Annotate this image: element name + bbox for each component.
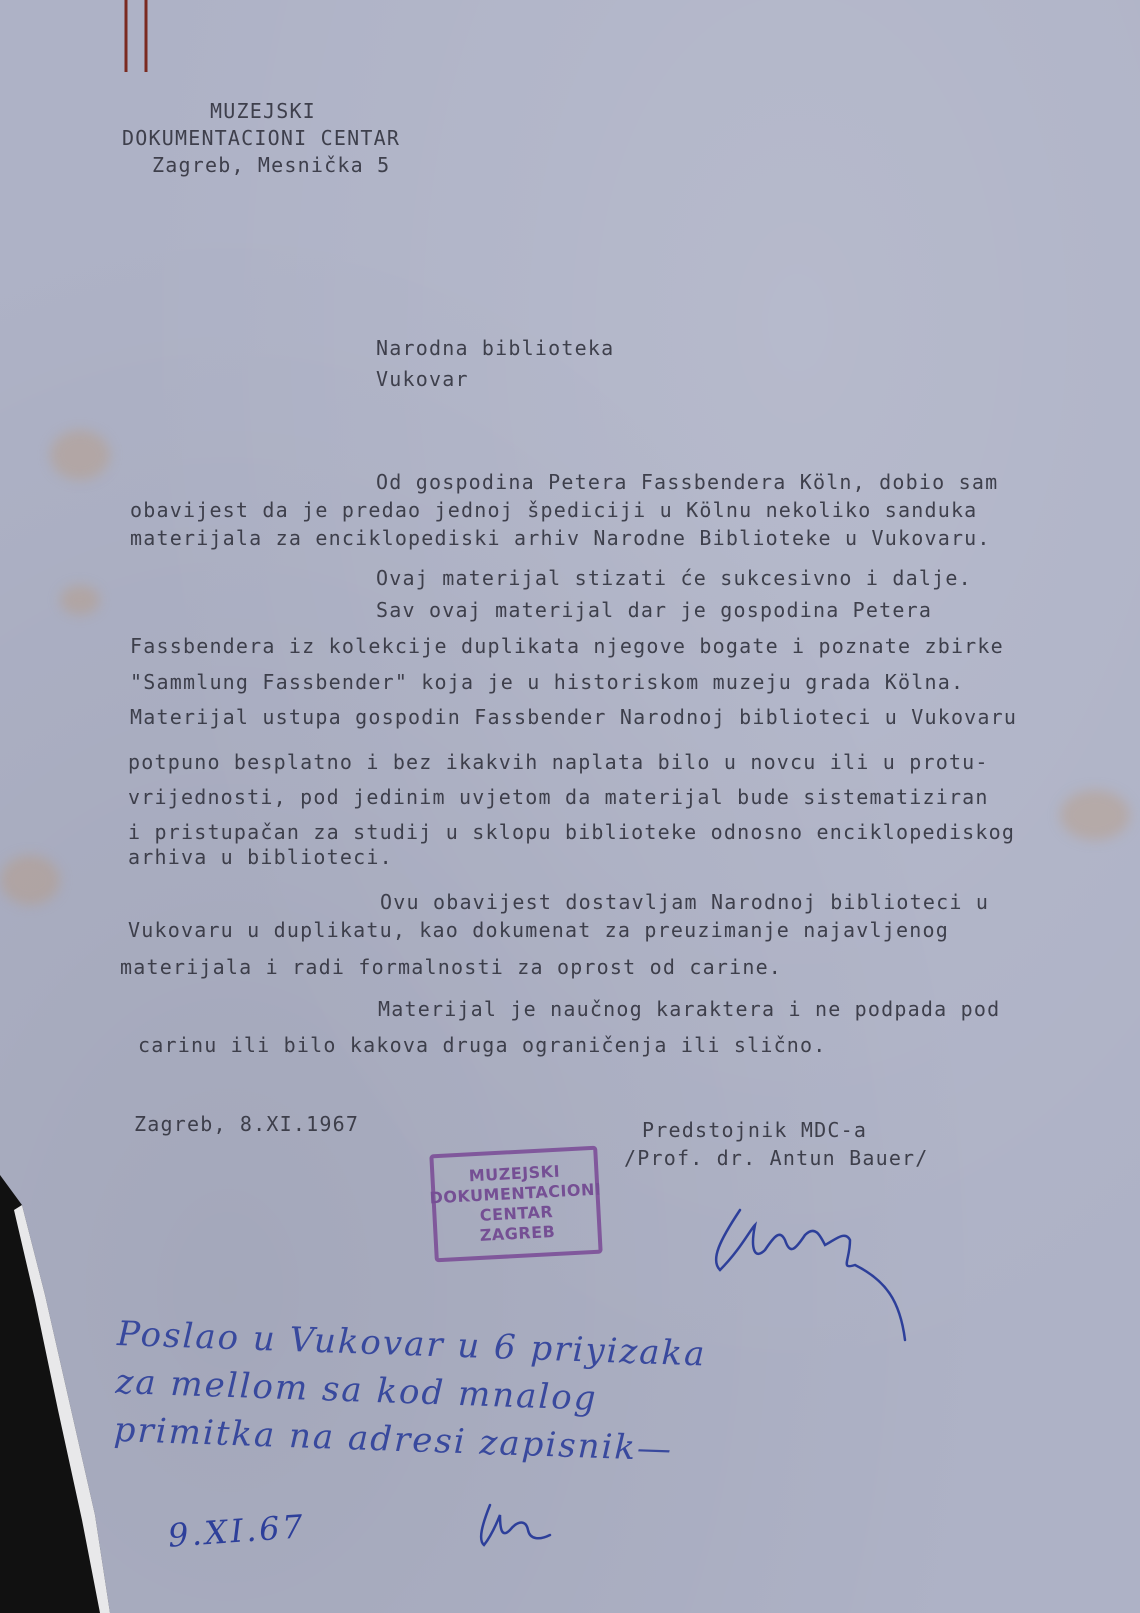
stain <box>60 585 100 615</box>
body-line: materijala i radi formalnosti za oprost od carine. <box>120 955 783 979</box>
body-line: Materijal je naučnog karaktera i ne podpada pod <box>378 997 1001 1021</box>
stain <box>0 855 60 905</box>
signatory-title: Predstojnik MDC-a <box>642 1118 868 1142</box>
handwritten-line-2: za mellom sa kod mnalog <box>114 1361 599 1419</box>
body-line: "Sammlung Fassbender" koja je u historiskom muzeju grada Kölna. <box>130 670 965 694</box>
handwritten-line-1: Poslao u Vukovar u 6 priyizaka <box>116 1313 708 1375</box>
signatory-name: /Prof. dr. Antun Bauer/ <box>624 1146 929 1170</box>
signature <box>700 1180 940 1350</box>
body-line: arhiva u biblioteci. <box>128 845 393 869</box>
body-line: materijala za enciklopediski arhiv Narodne Biblioteke u Vukovaru. <box>130 526 991 550</box>
stamp-line-4: ZAGREB <box>479 1221 556 1245</box>
handwritten-line-3: primitka na adresi zapisnik— <box>113 1409 674 1470</box>
place-date: Zagreb, 8.XI.1967 <box>134 1112 360 1136</box>
body-line: Sav ovaj materijal dar je gospodina Petera <box>376 598 933 622</box>
stain <box>1060 790 1130 840</box>
handwritten-date: 9.XI.67 <box>166 1507 308 1555</box>
sender-line-3: Zagreb, Mesnička 5 <box>152 153 391 177</box>
stamp-line-2: DOKUMENTACIONI <box>429 1179 602 1208</box>
handwritten-note <box>113 1310 778 1477</box>
body-line: potpuno besplatno i bez ikakvih naplata bilo u novcu ili u protu- <box>128 750 989 774</box>
body-line: Fassbendera iz kolekcije duplikata njegove bogate i poznate zbirke <box>130 634 1004 658</box>
body-line: Ovu obavijest dostavljam Narodnoj biblioteci u <box>380 890 990 914</box>
body-line: i pristupačan za studij u sklopu biblioteke odnosno enciklopediskog <box>128 820 1016 844</box>
official-stamp <box>429 1146 602 1263</box>
body-line: obavijest da je predao jednoj špediciji u Kölnu nekoliko sanduka <box>130 498 978 522</box>
body-line: Materijal ustupa gospodin Fassbender Narodnoj biblioteci u Vukovaru <box>130 705 1018 729</box>
stamp-line-3: CENTAR <box>479 1202 554 1225</box>
sender-header <box>122 98 400 179</box>
recipient-line-2: Vukovar <box>376 367 469 391</box>
stamp-line-1: MUZEJSKI <box>468 1161 561 1186</box>
binder-marks <box>118 0 158 80</box>
stain <box>50 430 110 480</box>
sender-line-2: DOKUMENTACIONI CENTAR <box>122 126 401 150</box>
body-line: Vukovaru u duplikatu, kao dokumenat za preuzimanje najavljenog <box>128 918 949 942</box>
initials <box>470 1490 580 1560</box>
body-line: vrijednosti, pod jedinim uvjetom da materijal bude sistematiziran <box>128 785 989 809</box>
sender-line-1: MUZEJSKI <box>210 99 316 123</box>
body-line: carinu ili bilo kakova druga ograničenja ili slično. <box>138 1033 827 1057</box>
body-line: Ovaj materijal stizati će sukcesivno i dalje. <box>376 566 972 590</box>
recipient-address <box>376 333 614 395</box>
torn-edge <box>0 1175 110 1613</box>
body-line: Od gospodina Petera Fassbendera Köln, dobio sam <box>376 470 999 494</box>
recipient-line-1: Narodna biblioteka <box>376 336 615 360</box>
